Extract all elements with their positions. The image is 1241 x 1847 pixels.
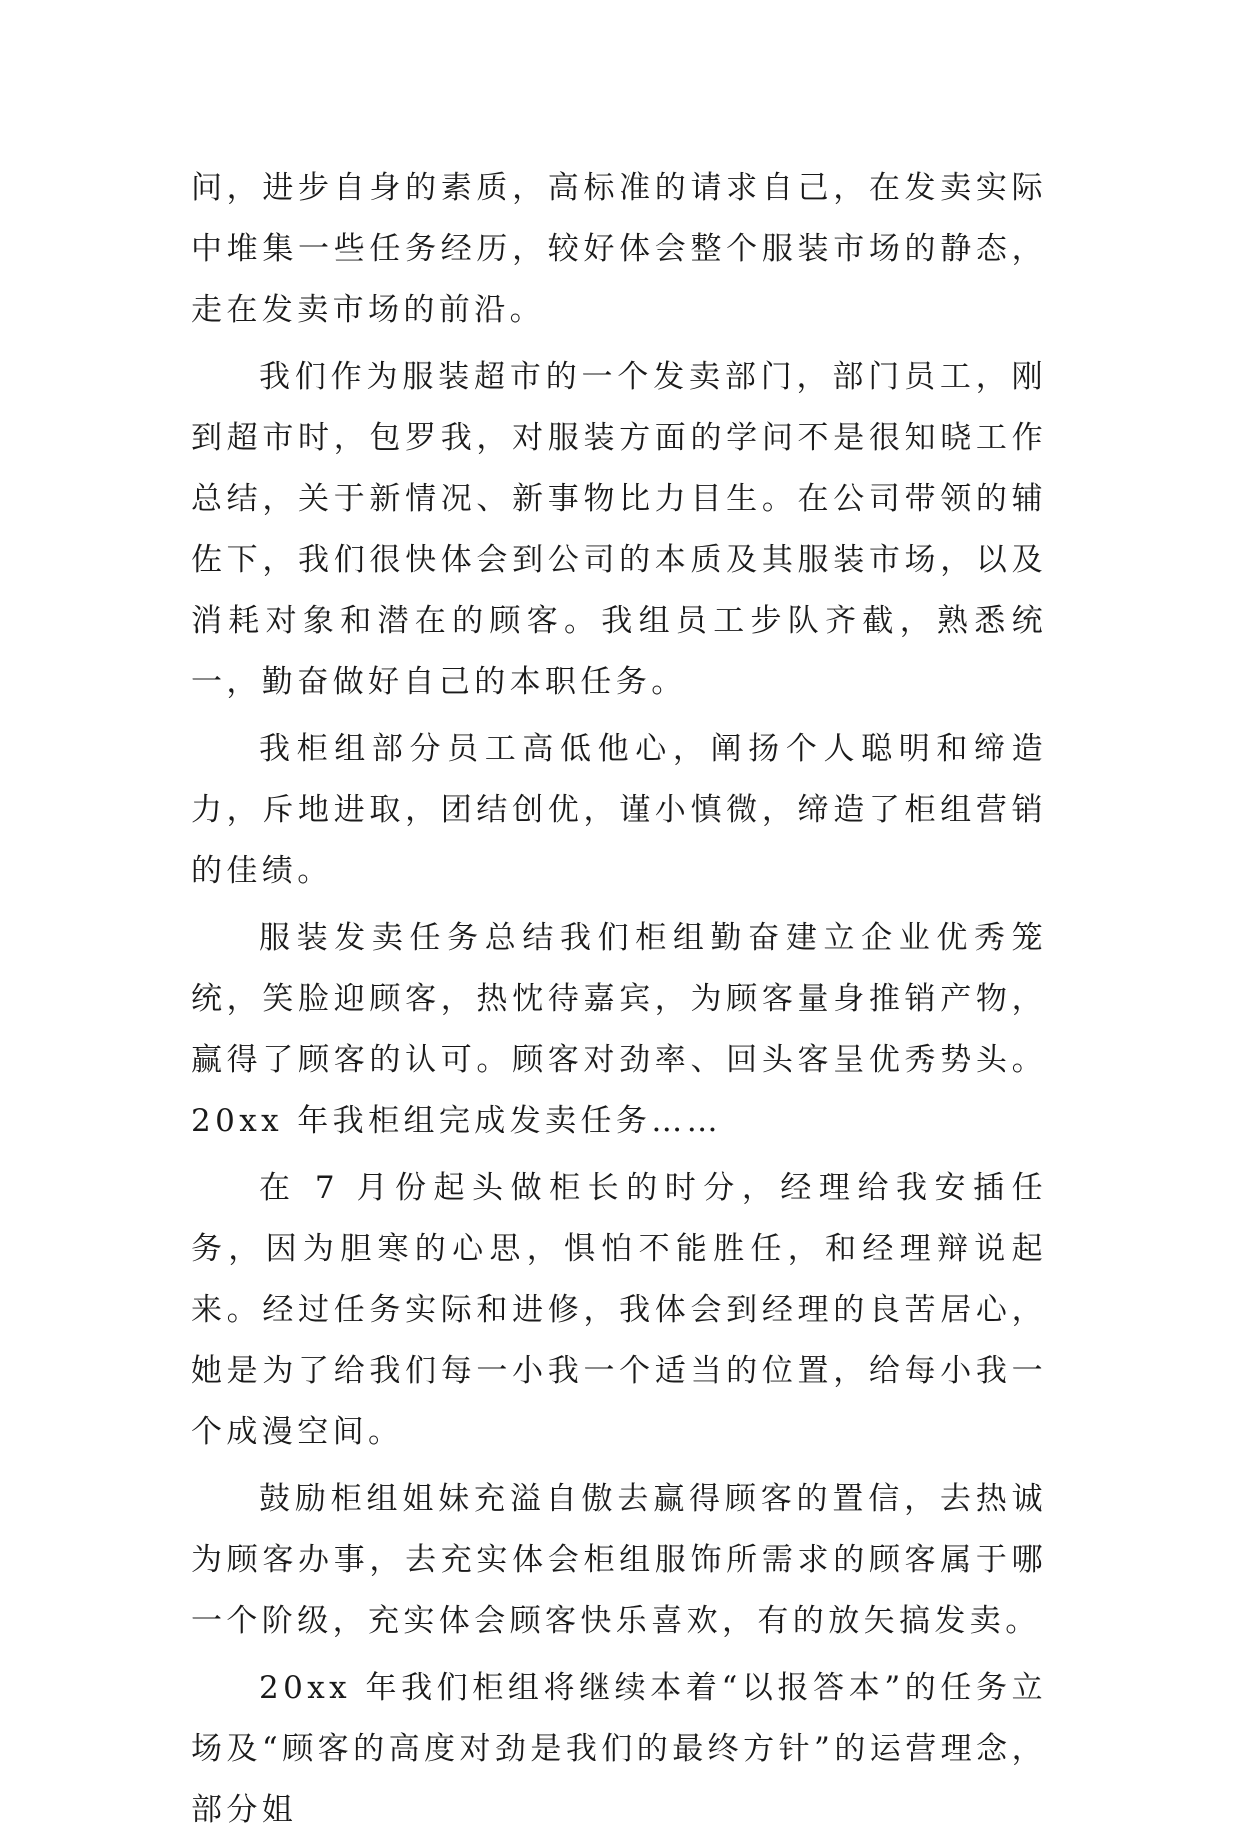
- paragraph-3: 我柜组部分员工高低他心，阐扬个人聪明和缔造力，斥地进取，团结创优，谨小慎微，缔造了柜组营销的佳绩。: [191, 731, 1047, 889]
- paragraph-6: 鼓励柜组姐妹充溢自傲去赢得顾客的置信，去热诚为顾客办事，去充实体会柜组服饰所需求的顾客属于哪一个阶级，充实体会顾客快乐喜欢，有的放矢搞发卖。: [191, 1481, 1047, 1639]
- paragraph-4: 服装发卖任务总结我们柜组勤奋建立企业优秀笼统，笑脸迎顾客，热忱待嘉宾，为顾客量身推销产物，赢得了顾客的认可。顾客对劲率、回头客呈优秀势头。20xx 年我柜组完成发卖任务……: [191, 920, 1047, 1139]
- paragraph-1: 问，进步自身的素质，高标准的请求自己，在发卖实际中堆集一些任务经历，较好体会整个服装市场的静态，走在发卖市场的前沿。: [191, 170, 1047, 328]
- document-body: [191, 158, 1047, 1847]
- paragraph-5: 在 7 月份起头做柜长的时分，经理给我安插任务，因为胆寒的心思，惧怕不能胜任，和经理辩说起来。经过任务实际和进修，我体会到经理的良苦居心，她是为了给我们每一小我一个适当的位置，给每小我一个成漫空间。: [191, 1170, 1047, 1450]
- paragraph-7: 20xx 年我们柜组将继续本着“以报答本”的任务立场及“顾客的高度对劲是我们的最终方针”的运营理念，部分姐: [191, 1670, 1047, 1828]
- paragraph-2: 我们作为服装超市的一个发卖部门，部门员工，刚到超市时，包罗我，对服装方面的学问不是很知晓工作总结，关于新情况、新事物比力目生。在公司带领的辅佐下，我们很快体会到公司的本质及其服装市场，以及消耗对象和潜在的顾客。我组员工步队齐截，熟悉统一，勤奋做好自己的本职任务。: [191, 359, 1047, 700]
